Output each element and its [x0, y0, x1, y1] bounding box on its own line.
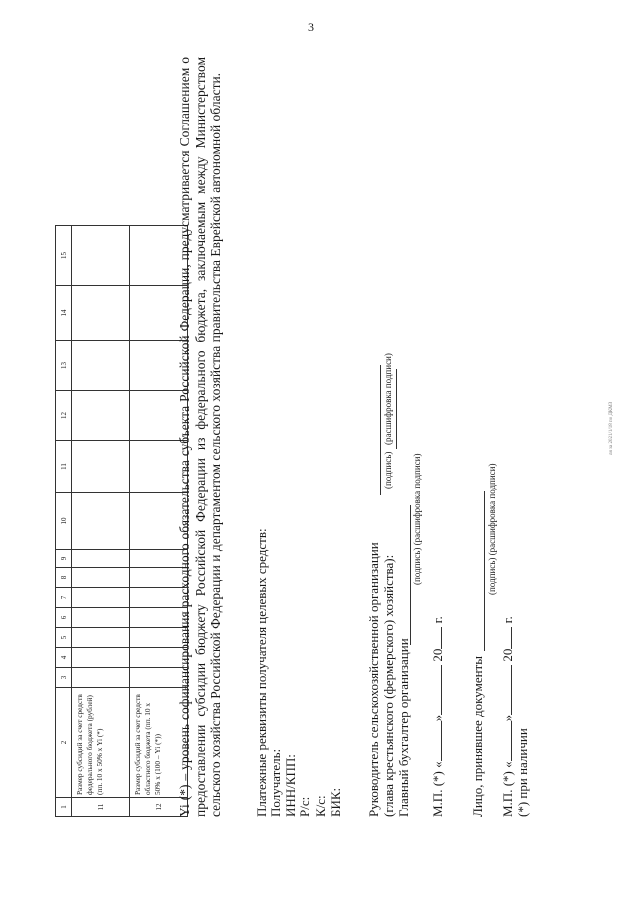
- head-decode-caption: (расшифровка подписи): [383, 353, 393, 445]
- month-blank-2: [511, 665, 512, 715]
- header-cell: 3: [56, 668, 72, 688]
- head-decode-line: [396, 369, 397, 449]
- table-cell: [72, 286, 130, 341]
- table-cell: [72, 391, 130, 441]
- header-cell: 13: [56, 341, 72, 391]
- month-blank-1: [441, 665, 442, 715]
- day-blank-1: [441, 721, 442, 761]
- table-header-row: [56, 226, 72, 817]
- cofinancing-note: Yi (*) – уровень софинансирования расходного обязательства субъекта Российской Федерации, предусматривается Соглашением о предоставлении субсидии бюджету Российской Федерации из федерального бюджета, заключаемым между Министерством сельского хозяйства Российской Федерации и департаментом сельского хозяйства правительства Еврейской автономной области.: [177, 57, 224, 817]
- year-prefix-1: 20: [430, 648, 445, 662]
- header-cell: 8: [56, 568, 72, 588]
- quote-close-2: »: [500, 714, 515, 722]
- side-stamp-text: ля за 2021/1/18 по ДКМЗ: [609, 401, 614, 455]
- head-label-line2: (глава крестьянского (фермерского) хозяйства):: [381, 554, 396, 817]
- header-cell: 2: [56, 688, 72, 798]
- header-cell: 6: [56, 608, 72, 628]
- table-cell: [72, 550, 130, 568]
- requisites-recipient: Получатель:: [268, 748, 283, 817]
- requisites-title: Платежные реквизиты получателя целевых средств:: [254, 528, 269, 817]
- mp-date-line-1: [430, 616, 446, 817]
- header-cell: 14: [56, 286, 72, 341]
- requisites-rs: Р/с:: [297, 796, 312, 817]
- header-cell: 4: [56, 648, 72, 668]
- head-signature-line: [380, 365, 381, 495]
- year-blank-2: [511, 627, 512, 649]
- mp-label-1: М.П. (*) «: [430, 761, 445, 817]
- header-cell: 7: [56, 588, 72, 608]
- requisites-bik: БИК:: [328, 787, 343, 817]
- requisites-inn: ИНН/КПП:: [283, 754, 298, 817]
- table-cell: [72, 341, 130, 391]
- row-number: 11: [72, 798, 130, 817]
- head-label-line1: Руководитель сельскохозяйственной организации: [366, 542, 381, 817]
- table-cell: [72, 568, 130, 588]
- day-blank-2: [511, 721, 512, 761]
- requisites-ks: К/с:: [313, 795, 328, 817]
- row-label: Размер субсидий за счет средств областного бюджета (пп. 10 х 50% х (100 – Yi (*)): [130, 688, 188, 798]
- table-cell: [72, 628, 130, 648]
- table-cell: [72, 668, 130, 688]
- accountant-sig-caption: (подпись) (расшифровка подписи): [412, 453, 422, 585]
- table-cell: [72, 226, 130, 286]
- head-signature-caption: (подпись): [383, 451, 393, 489]
- acceptor-sig-caption: (подпись) (расшифровка подписи): [487, 463, 497, 595]
- acceptor-signature-line: [484, 491, 485, 651]
- table-cell: [72, 493, 130, 550]
- acceptor-label: Лицо, принявшее документы: [470, 656, 485, 817]
- header-cell: 9: [56, 550, 72, 568]
- table-cell: [72, 588, 130, 608]
- footnote: (*) при наличии: [515, 728, 530, 817]
- header-cell: 11: [56, 441, 72, 493]
- header-cell: 15: [56, 226, 72, 286]
- year-blank-1: [441, 627, 442, 649]
- accountant-signature-line: [410, 505, 411, 645]
- table-cell: [72, 648, 130, 668]
- header-cell: 12: [56, 391, 72, 441]
- quote-close-1: »: [430, 714, 445, 722]
- year-prefix-2: 20: [500, 648, 515, 662]
- subsidy-table: [55, 225, 188, 817]
- accountant-label: Главный бухгалтер организации: [396, 638, 411, 817]
- header-cell: 5: [56, 628, 72, 648]
- row-number: 12: [130, 798, 188, 817]
- table-row: [72, 226, 130, 817]
- table-cell: [72, 441, 130, 493]
- header-cell: 1: [56, 798, 72, 817]
- header-cell: 10: [56, 493, 72, 550]
- year-suffix-1: г.: [430, 616, 445, 624]
- year-suffix-2: г.: [500, 616, 515, 624]
- mp-date-line-2: [500, 616, 516, 817]
- page-number: 3: [308, 20, 314, 34]
- mp-label-2: М.П. (*) «: [500, 761, 515, 817]
- row-label: Размер субсидий за счет средств федерального бюджета (рублей) (пп. 10 х 50% х Yi (*): [72, 688, 130, 798]
- table-cell: [72, 608, 130, 628]
